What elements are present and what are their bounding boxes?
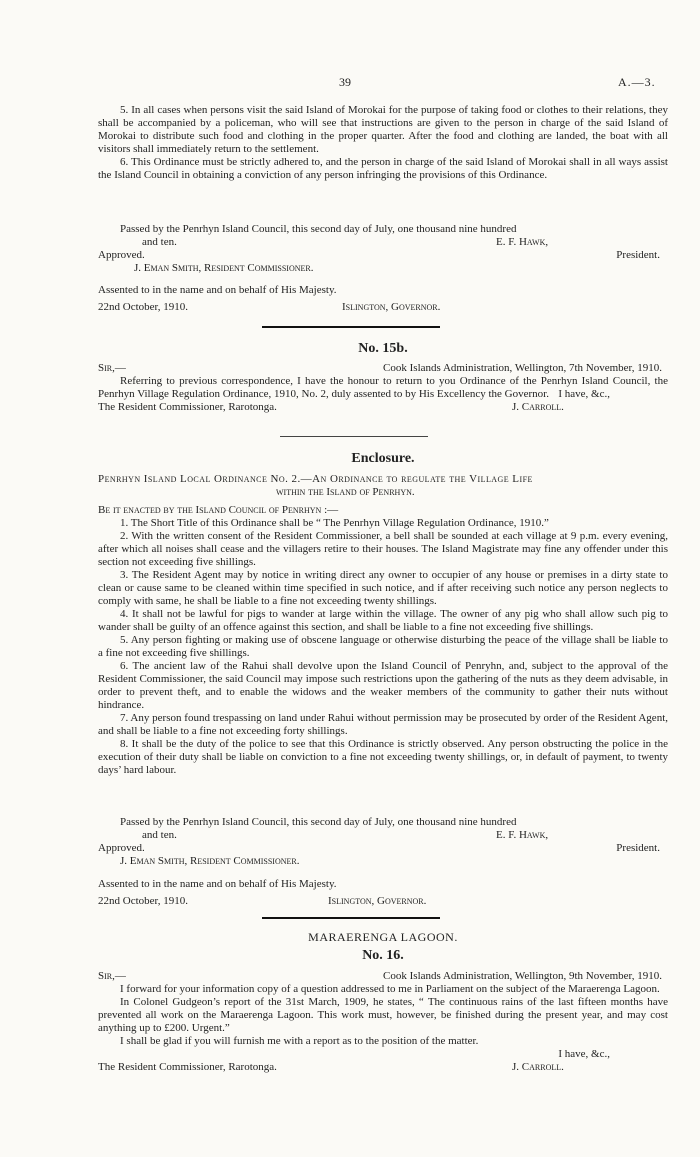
- passed-line-end: and ten.: [142, 829, 177, 841]
- morokai-signature-block: [98, 223, 668, 275]
- president-label: President.: [616, 842, 660, 854]
- letter-paragraph: I forward for your information copy of a question addressed to me in Parliament on the subject of the Maraerenga Lagoon.: [120, 983, 660, 995]
- signer-name: J. Carroll.: [512, 1061, 564, 1073]
- enclosure-signature-block: [98, 816, 668, 868]
- assent-line: Assented to in the name and on behalf of His Majesty.: [98, 284, 337, 296]
- resident-commissioner: J. Eman Smith, Resident Commissioner.: [134, 262, 314, 274]
- assent-date: 22nd October, 1910.: [98, 301, 188, 313]
- assent-line: Assented to in the name and on behalf of His Majesty.: [98, 878, 337, 890]
- salutation: Sir,—: [98, 362, 126, 374]
- letter-paragraph: I shall be glad if you will furnish me with a report as to the position of the matter.: [120, 1035, 479, 1047]
- morokai-ordinance-section: [98, 104, 668, 182]
- page-number: 39: [339, 75, 351, 89]
- addressee: The Resident Commissioner, Rarotonga.: [98, 401, 277, 413]
- morokai-assent-block: [98, 284, 668, 314]
- closing: I have, &c.,: [558, 388, 610, 400]
- clause-4: 4. It shall not be lawful for pigs to wander at large within the village. The owner of any pig who shall allow such pig to wander shall be guilty of an offence against this section, and shall be liable to a fine not exceeding five shillings.: [98, 608, 668, 633]
- letter-heading: No. 15b.: [358, 341, 408, 356]
- signer-name: E. F. Hawk,: [496, 236, 549, 248]
- dateline: Cook Islands Administration, Wellington, 9th November, 1910.: [383, 970, 662, 982]
- signer-name: J. Carroll.: [512, 401, 564, 413]
- clause-6: 6. The ancient law of the Rahui shall devolve upon the Island Council of Penryhn, and, subject to the approval of the Resident Commissioner, the said Council may impose such restrictions upon the gathering of the nuts as they deem advisable, in order to prevent theft, and to enable the widows and the weaker members of the community to gather their nuts without hindrance.: [98, 660, 668, 711]
- governor-signature: Islington, Governor.: [342, 301, 441, 313]
- enclosure-heading: Enclosure.: [351, 451, 415, 466]
- ordinance-title-line: Penrhyn Island Local Ordinance No. 2.—An Ordinance to regulate the Village Life: [98, 473, 533, 485]
- clause-5: 5. In all cases when persons visit the said Island of Morokai for the purpose of taking food or clothes to their relations, they shall be accompanied by a policeman, who will see that instructions are given to the person in charge of the said Island of Morokai to distribute such food and clothing in the proper quarter. After the food and clothing are landed, the boat with all visitors shall immediately return to the settlement.: [98, 104, 668, 155]
- clause-3: 3. The Resident Agent may by notice in writing direct any owner to occupier of any house or premises in a dirty state to clean or cause same to be cleaned within time specified in such notice, and if after receiving such notice any person neglects to comply with same, he shall be liable to a fine not exceeding twenty shillings.: [98, 569, 668, 607]
- salutation: Sir,—: [98, 970, 126, 982]
- letter-heading: No. 16.: [362, 948, 404, 963]
- clause-5: 5. Any person fighting or making use of obscene language or otherwise disturbing the peace of the village shall be liable to a fine not exceeding five shillings.: [98, 634, 668, 659]
- letter-15b: [98, 362, 668, 414]
- section-divider: [262, 326, 440, 328]
- president-label: President.: [616, 249, 660, 261]
- approved-label: Approved.: [98, 249, 145, 261]
- clause-8: 8. It shall be the duty of the police to see that this Ordinance is strictly observed. Any person obstructing the police in the execution of their duty shall be liable on conviction to a fine not exceeding twenty shillings, or, in default of payment, to twenty days’ hard labour.: [98, 738, 668, 776]
- dateline: Cook Islands Administration, Wellington, 7th November, 1910.: [383, 362, 662, 374]
- addressee: The Resident Commissioner, Rarotonga.: [98, 1061, 277, 1073]
- signer-name: E. F. Hawk,: [496, 829, 549, 841]
- letter-paragraph: In Colonel Gudgeon’s report of the 31st March, 1909, he states, “ The continuous rains of the last fifteen months have prevented all work on the Maraerenga Lagoon. This work must, however, be finished during the present year, and may cost anything up to £200. Urgent.”: [98, 996, 668, 1034]
- resident-commissioner: J. Eman Smith, Resident Commissioner.: [120, 855, 300, 867]
- letter-16: [98, 970, 668, 1074]
- enclosure-assent-block: [98, 878, 668, 908]
- document-reference: A.—3.: [618, 75, 656, 89]
- clause-7: 7. Any person found trespassing on land under Rahui without permission may be prosecuted by order of the Resident Agent, and shall be liable to a fine not exceeding forty shillings.: [98, 712, 668, 737]
- section-title: MARAERENGA LAGOON.: [308, 930, 458, 944]
- ordinance-title: [98, 473, 668, 499]
- letter-body: Referring to previous correspondence, I have the honour to return to you Ordinance of the Penrhyn Island Council, the Penrhyn Village Regulation Ordinance, 1910, No. 2, duly assented to by His Excellency the Governor.: [98, 375, 668, 400]
- closing: I have, &c.,: [558, 1048, 610, 1060]
- clause-2: 2. With the written consent of the Resident Commissioner, a bell shall be sounded at each village at 9 p.m. every evening, after which all noises shall cease and the villagers retire to their houses. The Island Magistrate may fine any offender under this section not exceeding five shillings.: [98, 530, 668, 568]
- clause-6: 6. This Ordinance must be strictly adhered to, and the person in charge of the said Island of Morokai shall in all ways assist the Island Council in obtaining a conviction of any person infringing the provisions of this Ordinance.: [98, 156, 668, 181]
- approved-label: Approved.: [98, 842, 145, 854]
- enacting-formula: Be it enacted by the Island Council of Penrhyn :—: [98, 504, 339, 516]
- section-divider: [280, 436, 428, 437]
- passed-line: Passed by the Penrhyn Island Council, this second day of July, one thousand nine hundred: [120, 816, 517, 828]
- assent-date: 22nd October, 1910.: [98, 895, 188, 907]
- ordinance-title-line: within the Island of Penrhyn.: [276, 486, 415, 498]
- ordinance-clauses: [98, 504, 668, 777]
- passed-line: Passed by the Penrhyn Island Council, this second day of July, one thousand nine hundred: [120, 223, 517, 235]
- passed-line-end: and ten.: [142, 236, 177, 248]
- section-divider: [262, 917, 440, 919]
- clause-1: 1. The Short Title of this Ordinance shall be “ The Penrhyn Village Regulation Ordinance, 1910.”: [120, 517, 549, 529]
- governor-signature: Islington, Governor.: [328, 895, 427, 907]
